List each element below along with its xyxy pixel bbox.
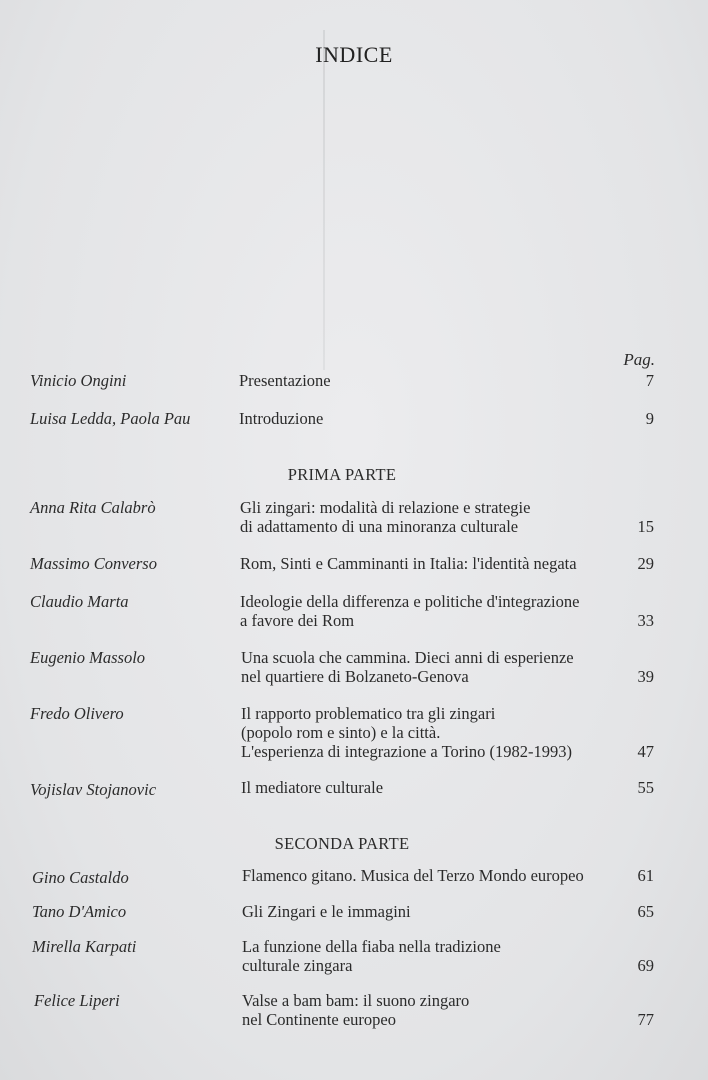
entry-title-line: Una scuola che cammina. Dieci anni di esperienze (241, 648, 574, 667)
entry-author: Anna Rita Calabrò (30, 498, 156, 517)
entry-title-line: Gli zingari: modalità di relazione e strategie (240, 498, 531, 517)
entry-title (242, 937, 501, 975)
entry-author: Felice Liperi (34, 991, 120, 1010)
entry-page: 47 (637, 742, 654, 761)
page-column-header: Pag. (623, 350, 655, 369)
entry-title (239, 409, 323, 428)
entry-page: 29 (637, 554, 654, 573)
entry-title-line: L'esperienza di integrazione a Torino (1982-1993) (241, 742, 572, 761)
entry-page: 9 (645, 409, 654, 428)
entry-title-line: Il rapporto problematico tra gli zingari (241, 704, 496, 723)
entry-title (239, 371, 331, 390)
entry-title (241, 778, 383, 797)
entry-title-line: Il mediatore culturale (241, 778, 384, 797)
entry-title-line: Rom, Sinti e Camminanti in Italia: l'identità negata (240, 554, 577, 573)
entry-title-line: La funzione della fiaba nella tradizione (242, 937, 501, 956)
entry-title-line: (popolo rom e sinto) e la città. (241, 723, 441, 742)
entry-title-line: Introduzione (239, 409, 324, 428)
entry-title-line: nel quartiere di Bolzaneto-Genova (241, 667, 469, 686)
entry-title-line: di adattamento di una minoranza culturale (240, 517, 519, 536)
section-heading: PRIMA PARTE (287, 465, 397, 484)
entry-page: 61 (637, 866, 654, 885)
entry-title (240, 592, 579, 630)
entry-author: Luisa Ledda, Paola Pau (30, 409, 191, 428)
entry-title (242, 866, 584, 885)
entry-author: Fredo Olivero (30, 704, 124, 723)
index-title: INDICE (315, 42, 393, 67)
entry-title (241, 704, 572, 761)
entry-author: Mirella Karpati (32, 937, 137, 956)
entry-title-line: Presentazione (239, 371, 331, 390)
entry-title-line: Valse a bam bam: il suono zingaro (242, 991, 470, 1010)
entry-page: 7 (645, 371, 654, 390)
entry-author: Eugenio Massolo (30, 648, 146, 667)
page-gutter-shadow (323, 30, 325, 370)
entry-title-line: a favore dei Rom (240, 611, 355, 630)
entry-page: 77 (637, 1010, 654, 1029)
entry-title (240, 498, 530, 536)
entry-author: Gino Castaldo (32, 868, 129, 887)
entry-page: 15 (637, 517, 654, 536)
entry-page: 55 (637, 778, 654, 797)
entry-title (241, 648, 574, 686)
entry-author: Massimo Converso (30, 554, 157, 573)
entry-title-line: culturale zingara (242, 956, 353, 975)
entry-title (242, 991, 469, 1029)
entry-title-line: Gli Zingari e le immagini (242, 902, 411, 921)
entry-author: Tano D'Amico (32, 902, 127, 921)
entry-page: 39 (637, 667, 654, 686)
entry-title (242, 902, 411, 921)
entry-page: 65 (637, 902, 654, 921)
entry-page: 33 (637, 611, 654, 630)
entry-page: 69 (637, 956, 654, 975)
entry-title-line: nel Continente europeo (242, 1010, 396, 1029)
entry-author: Vinicio Ongini (30, 371, 127, 390)
entry-title (240, 554, 577, 573)
entry-author: Vojislav Stojanovic (30, 780, 157, 799)
entry-title-line: Flamenco gitano. Musica del Terzo Mondo europeo (242, 866, 584, 885)
section-heading: SECONDA PARTE (274, 834, 410, 853)
entry-author: Claudio Marta (30, 592, 129, 611)
entry-title-line: Ideologie della differenza e politiche d'integrazione (240, 592, 580, 611)
